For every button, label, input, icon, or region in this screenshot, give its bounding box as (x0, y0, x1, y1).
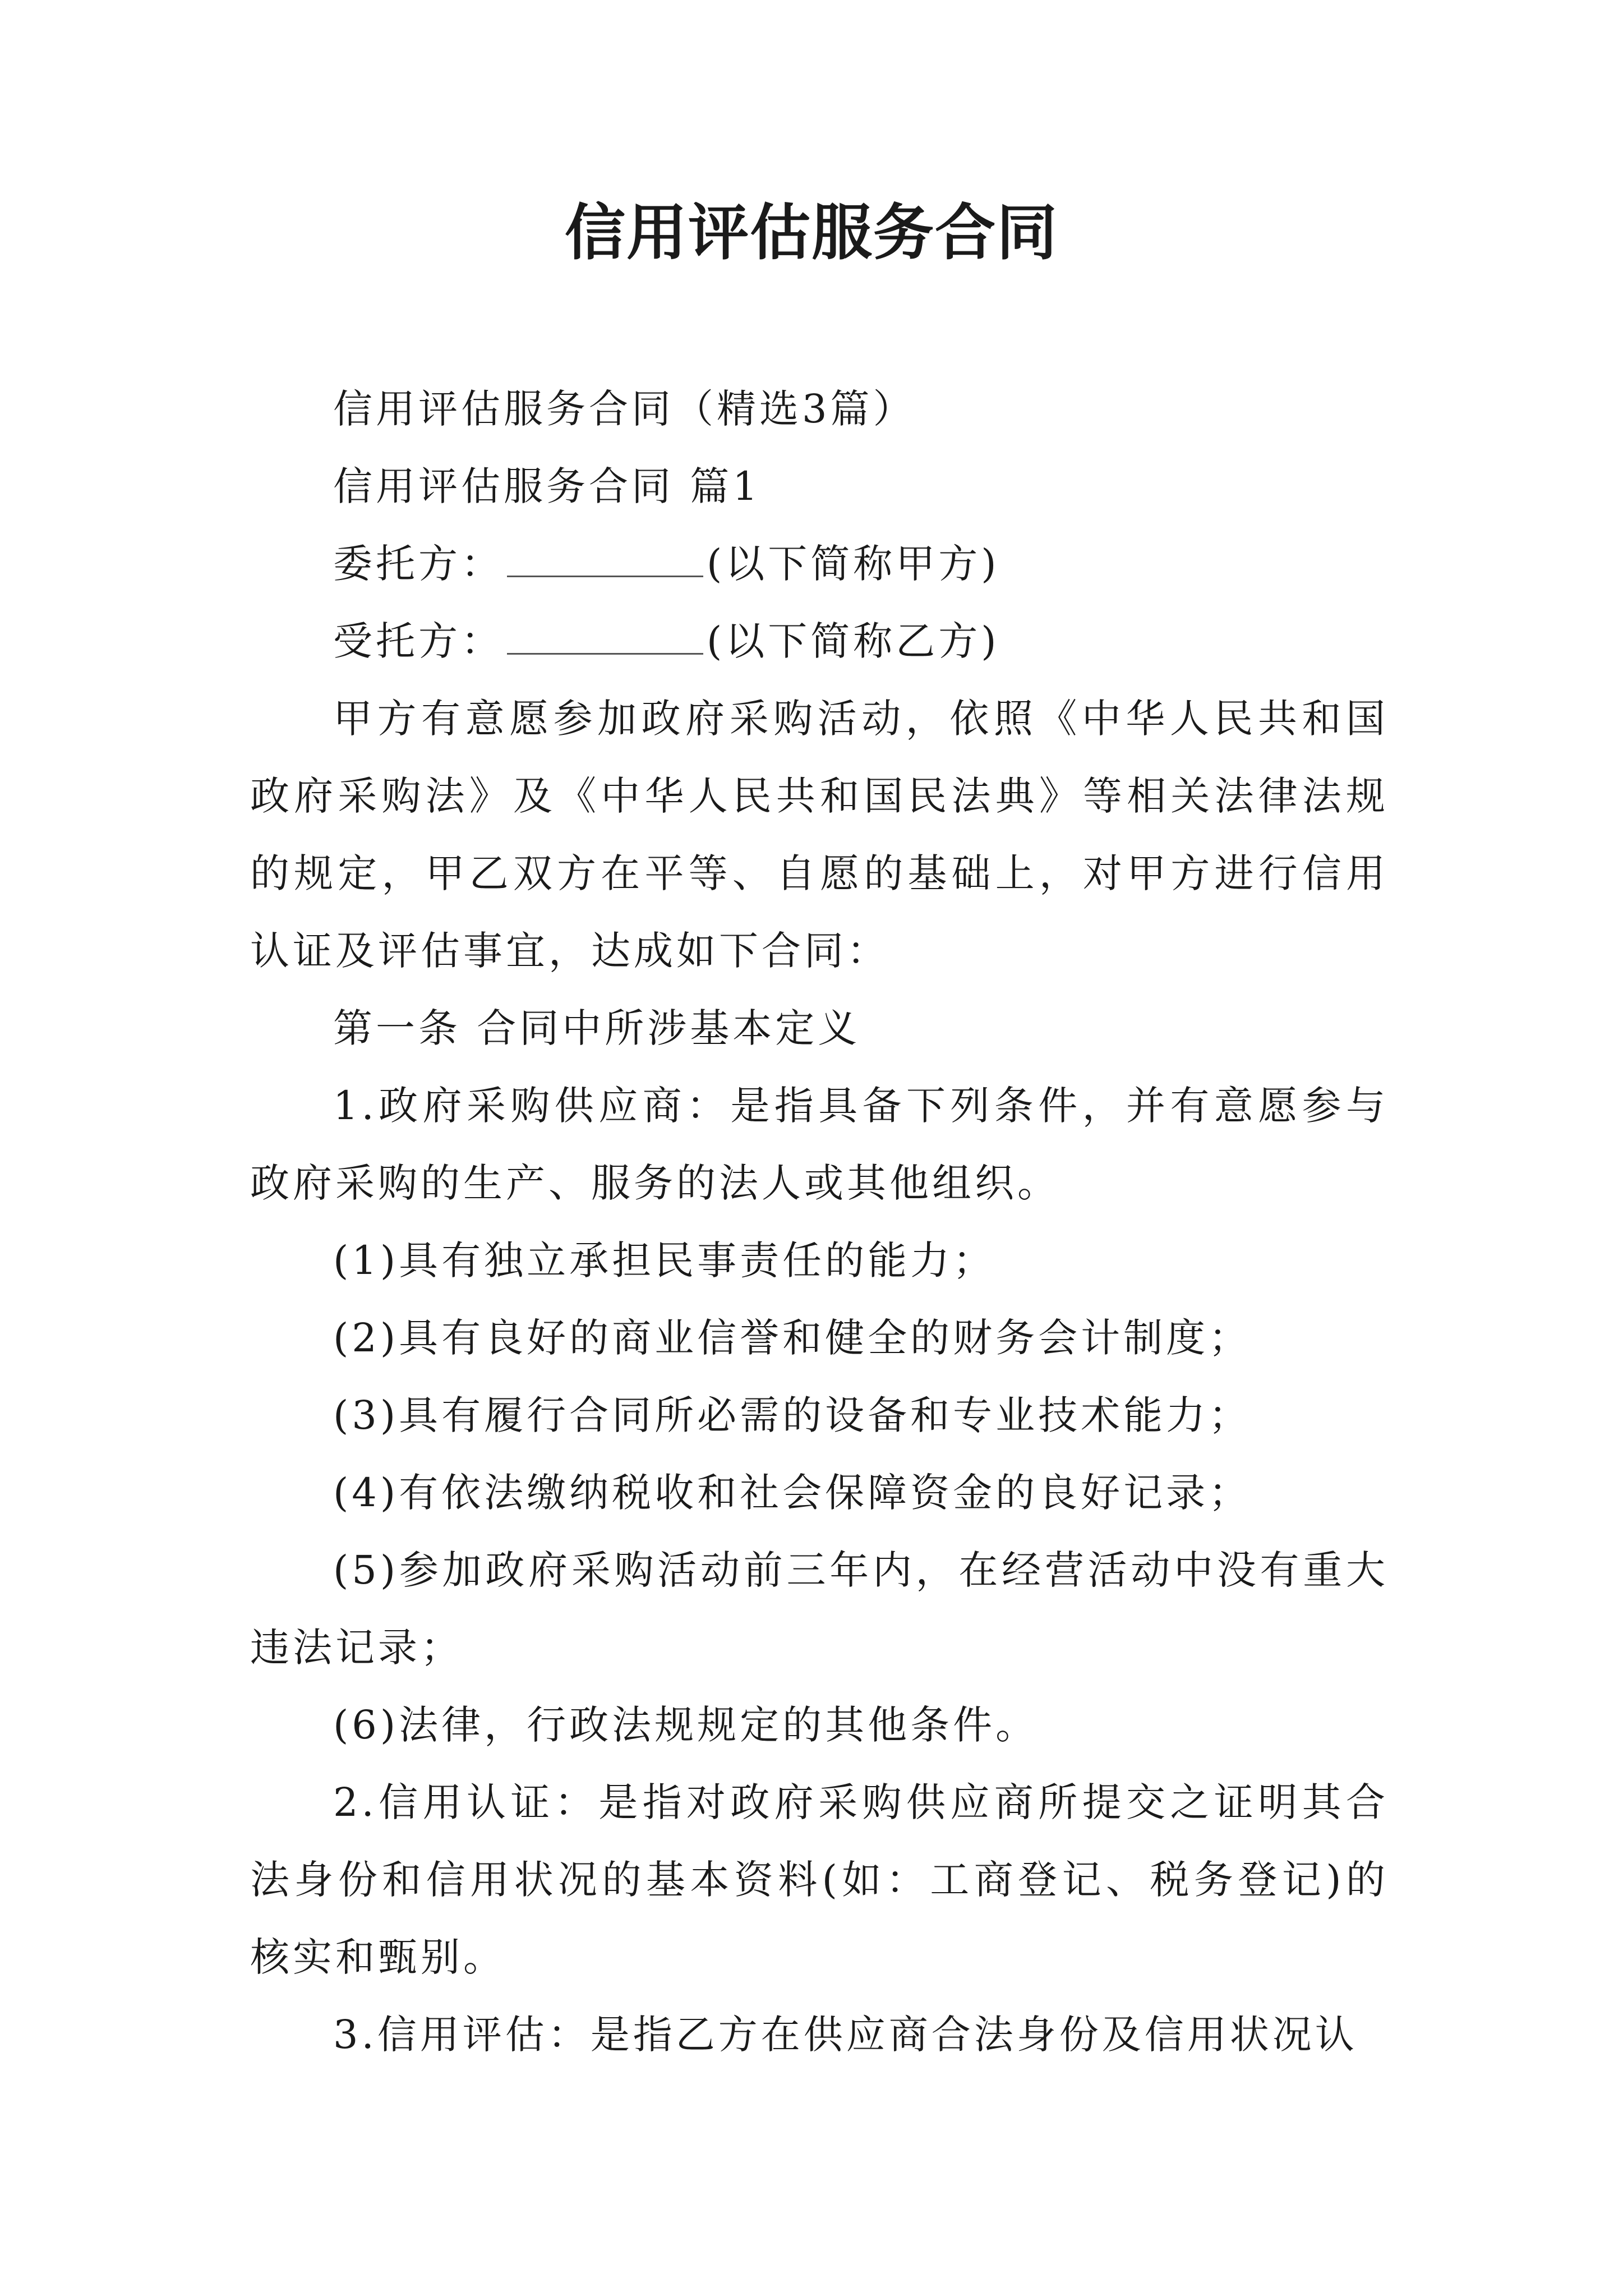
document-title: 信用评估服务合同 (564, 197, 1058, 268)
agent-note: (以下简称乙方) (707, 618, 1000, 664)
condition-2: (2)具有良好的商业信誉和健全的财务会计制度； (333, 1315, 1252, 1361)
definition-1: 1.政府采购供应商：是指具备下列条件，并有意愿参与政府采购的生产、服务的法人或其他组织。 (250, 1083, 1389, 1206)
condition-6: (6)法律，行政法规规定的其他条件。 (333, 1702, 1039, 1748)
definition-3: 3.信用评估：是指乙方在供应商合法身份及信用状况认 (333, 2012, 1358, 2058)
condition-3: (3)具有履行合同所必需的设备和专业技术能力； (333, 1392, 1252, 1438)
condition-1: (1)具有独立承担民事责任的能力； (333, 1237, 996, 1283)
condition-5: (5)参加政府采购活动前三年内，在经营活动中没有重大违法记录； (250, 1547, 1389, 1671)
agent-line (250, 602, 1389, 680)
article-1-title: 第一条 合同中所涉基本定义 (333, 1005, 861, 1051)
definition-2: 2.信用认证：是指对政府采购供应商所提交之证明其合法身份和信用状况的基本资料(如：工商登记、税务登记)的核实和甄别。 (250, 1779, 1389, 1980)
document-body (250, 370, 1389, 2073)
agent-blank-line (507, 619, 703, 655)
client-blank-line (507, 542, 703, 577)
intro-paragraph: 甲方有意愿参加政府采购活动，依照《中华人民共和国政府采购法》及《中华人民共和国民法典》等相关法律法规的规定，甲乙双方在平等、自愿的基础上，对甲方进行信用认证及评估事宜，达成如下合同： (250, 696, 1389, 974)
subtitle: 信用评估服务合同（精选3篇） (333, 386, 916, 432)
section-heading: 信用评估服务合同 篇1 (333, 463, 761, 509)
client-note: (以下简称甲方) (707, 541, 1000, 587)
agent-label: 受托方： (333, 618, 504, 664)
client-line (250, 525, 1389, 602)
client-label: 委托方： (333, 541, 504, 587)
condition-4: (4)有依法缴纳税收和社会保障资金的良好记录； (333, 1470, 1252, 1516)
